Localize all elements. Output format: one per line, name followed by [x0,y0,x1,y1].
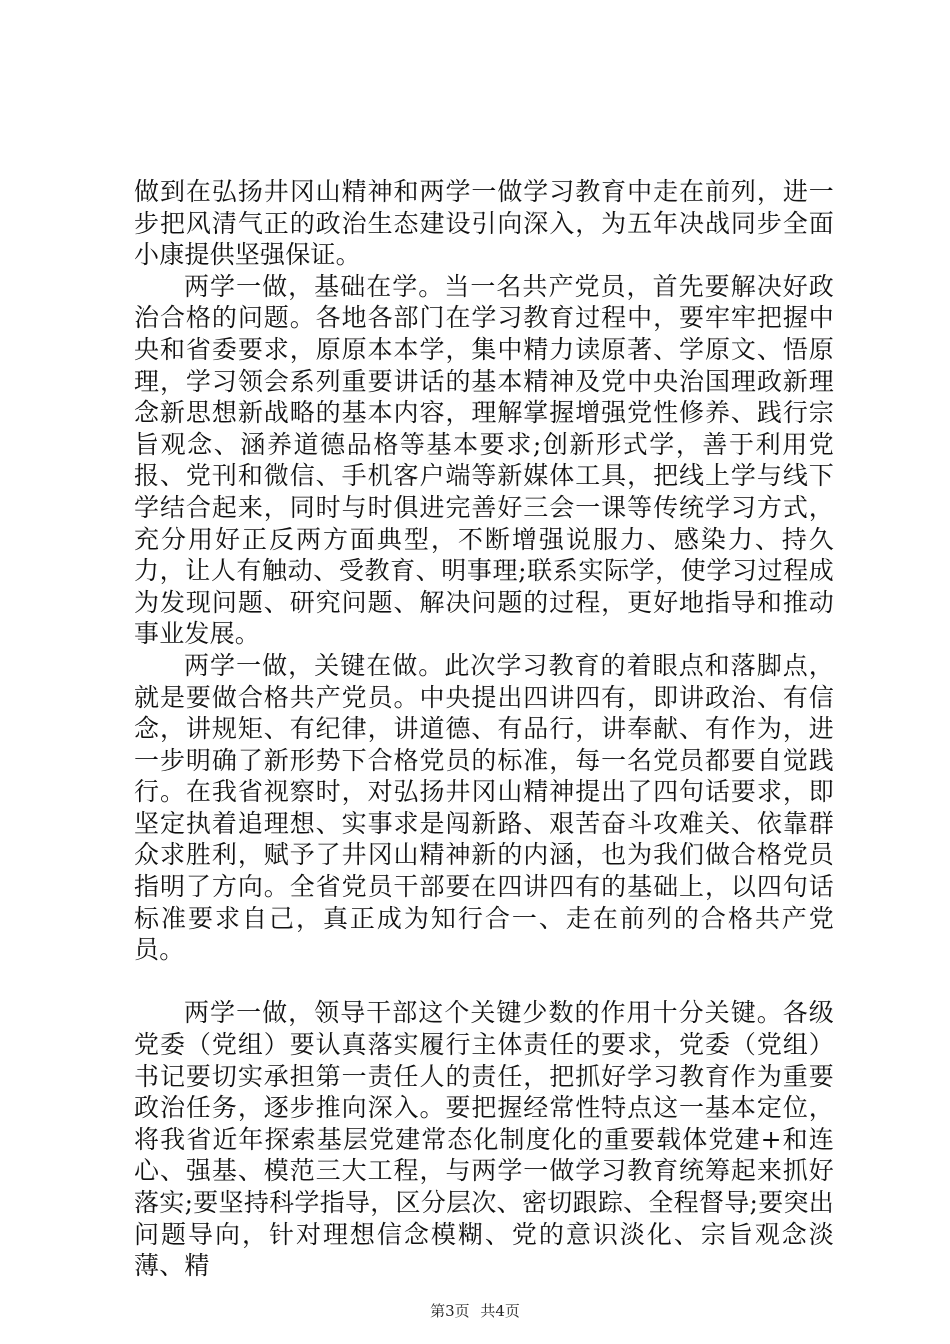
page-footer [0,1301,950,1321]
paragraph-spacer [134,966,834,998]
page-number: 第3页 [430,1302,470,1320]
paragraph-continued: 做到在弘扬井冈山精神和两学一做学习教育中走在前列，进一步把风清气正的政治生态建设引向深入，为五年决战同步全面小康提供坚强保证。 [134,177,834,270]
document-body [134,176,834,1282]
paragraph-leadership: 两学一做，领导干部这个关键少数的作用十分关键。各级党委（党组）要认真落实履行主体责任的要求，党委（党组）书记要切实承担第一责任人的责任，把抓好学习教育作为重要政治任务，逐步推向深入。要把握经常性特点这一基本定位，将我省近年探索基层党建常态化制度化的重要载体党建+和连心、强基、模范三大工程，与两学一做学习教育统筹起来抓好落实;要坚持科学指导，区分层次、密切跟踪、全程督导;要突出问题导向，针对理想信念模糊、党的意识淡化、宗旨观念淡薄、精 [134,998,834,1281]
paragraph-study: 两学一做，基础在学。当一名共产党员，首先要解决好政治合格的问题。各地各部门在学习教育过程中，要牢牢把握中央和省委要求，原原本本学，集中精力读原著、学原文、悟原理，学习领会系列重要讲话的基本精神及党中央治国理政新理念新思想新战略的基本内容，理解掌握增强党性修养、践行宗旨观念、涵养道德品格等基本要求;创新形式学，善于利用党报、党刊和微信、手机客户端等新媒体工具，把线上学与线下学结合起来，同时与时俱进完善好三会一课等传统学习方式，充分用好正反两方面典型，不断增强说服力、感染力、持久力，让人有触动、受教育、明事理;联系实际学，使学习过程成为发现问题、研究问题、解决问题的过程，更好地指导和推动事业发展。 [134,271,834,649]
paragraph-action: 两学一做，关键在做。此次学习教育的着眼点和落脚点，就是要做合格共产党员。中央提出四讲四有，即讲政治、有信念，讲规矩、有纪律，讲道德、有品行，讲奉献、有作为，进一步明确了新形势下合格党员的标准，每一名党员都要自觉践行。在我省视察时，对弘扬井冈山精神提出了四句话要求，即坚定执着追理想、实事求是闯新路、艰苦奋斗攻难关、依靠群众求胜利，赋予了井冈山精神新的内涵，也为我们做合格党员指明了方向。全省党员干部要在四讲四有的基础上，以四句话标准要求自己，真正成为知行合一、走在前列的合格共产党员。 [134,650,834,965]
page-total: 共4页 [480,1302,520,1320]
